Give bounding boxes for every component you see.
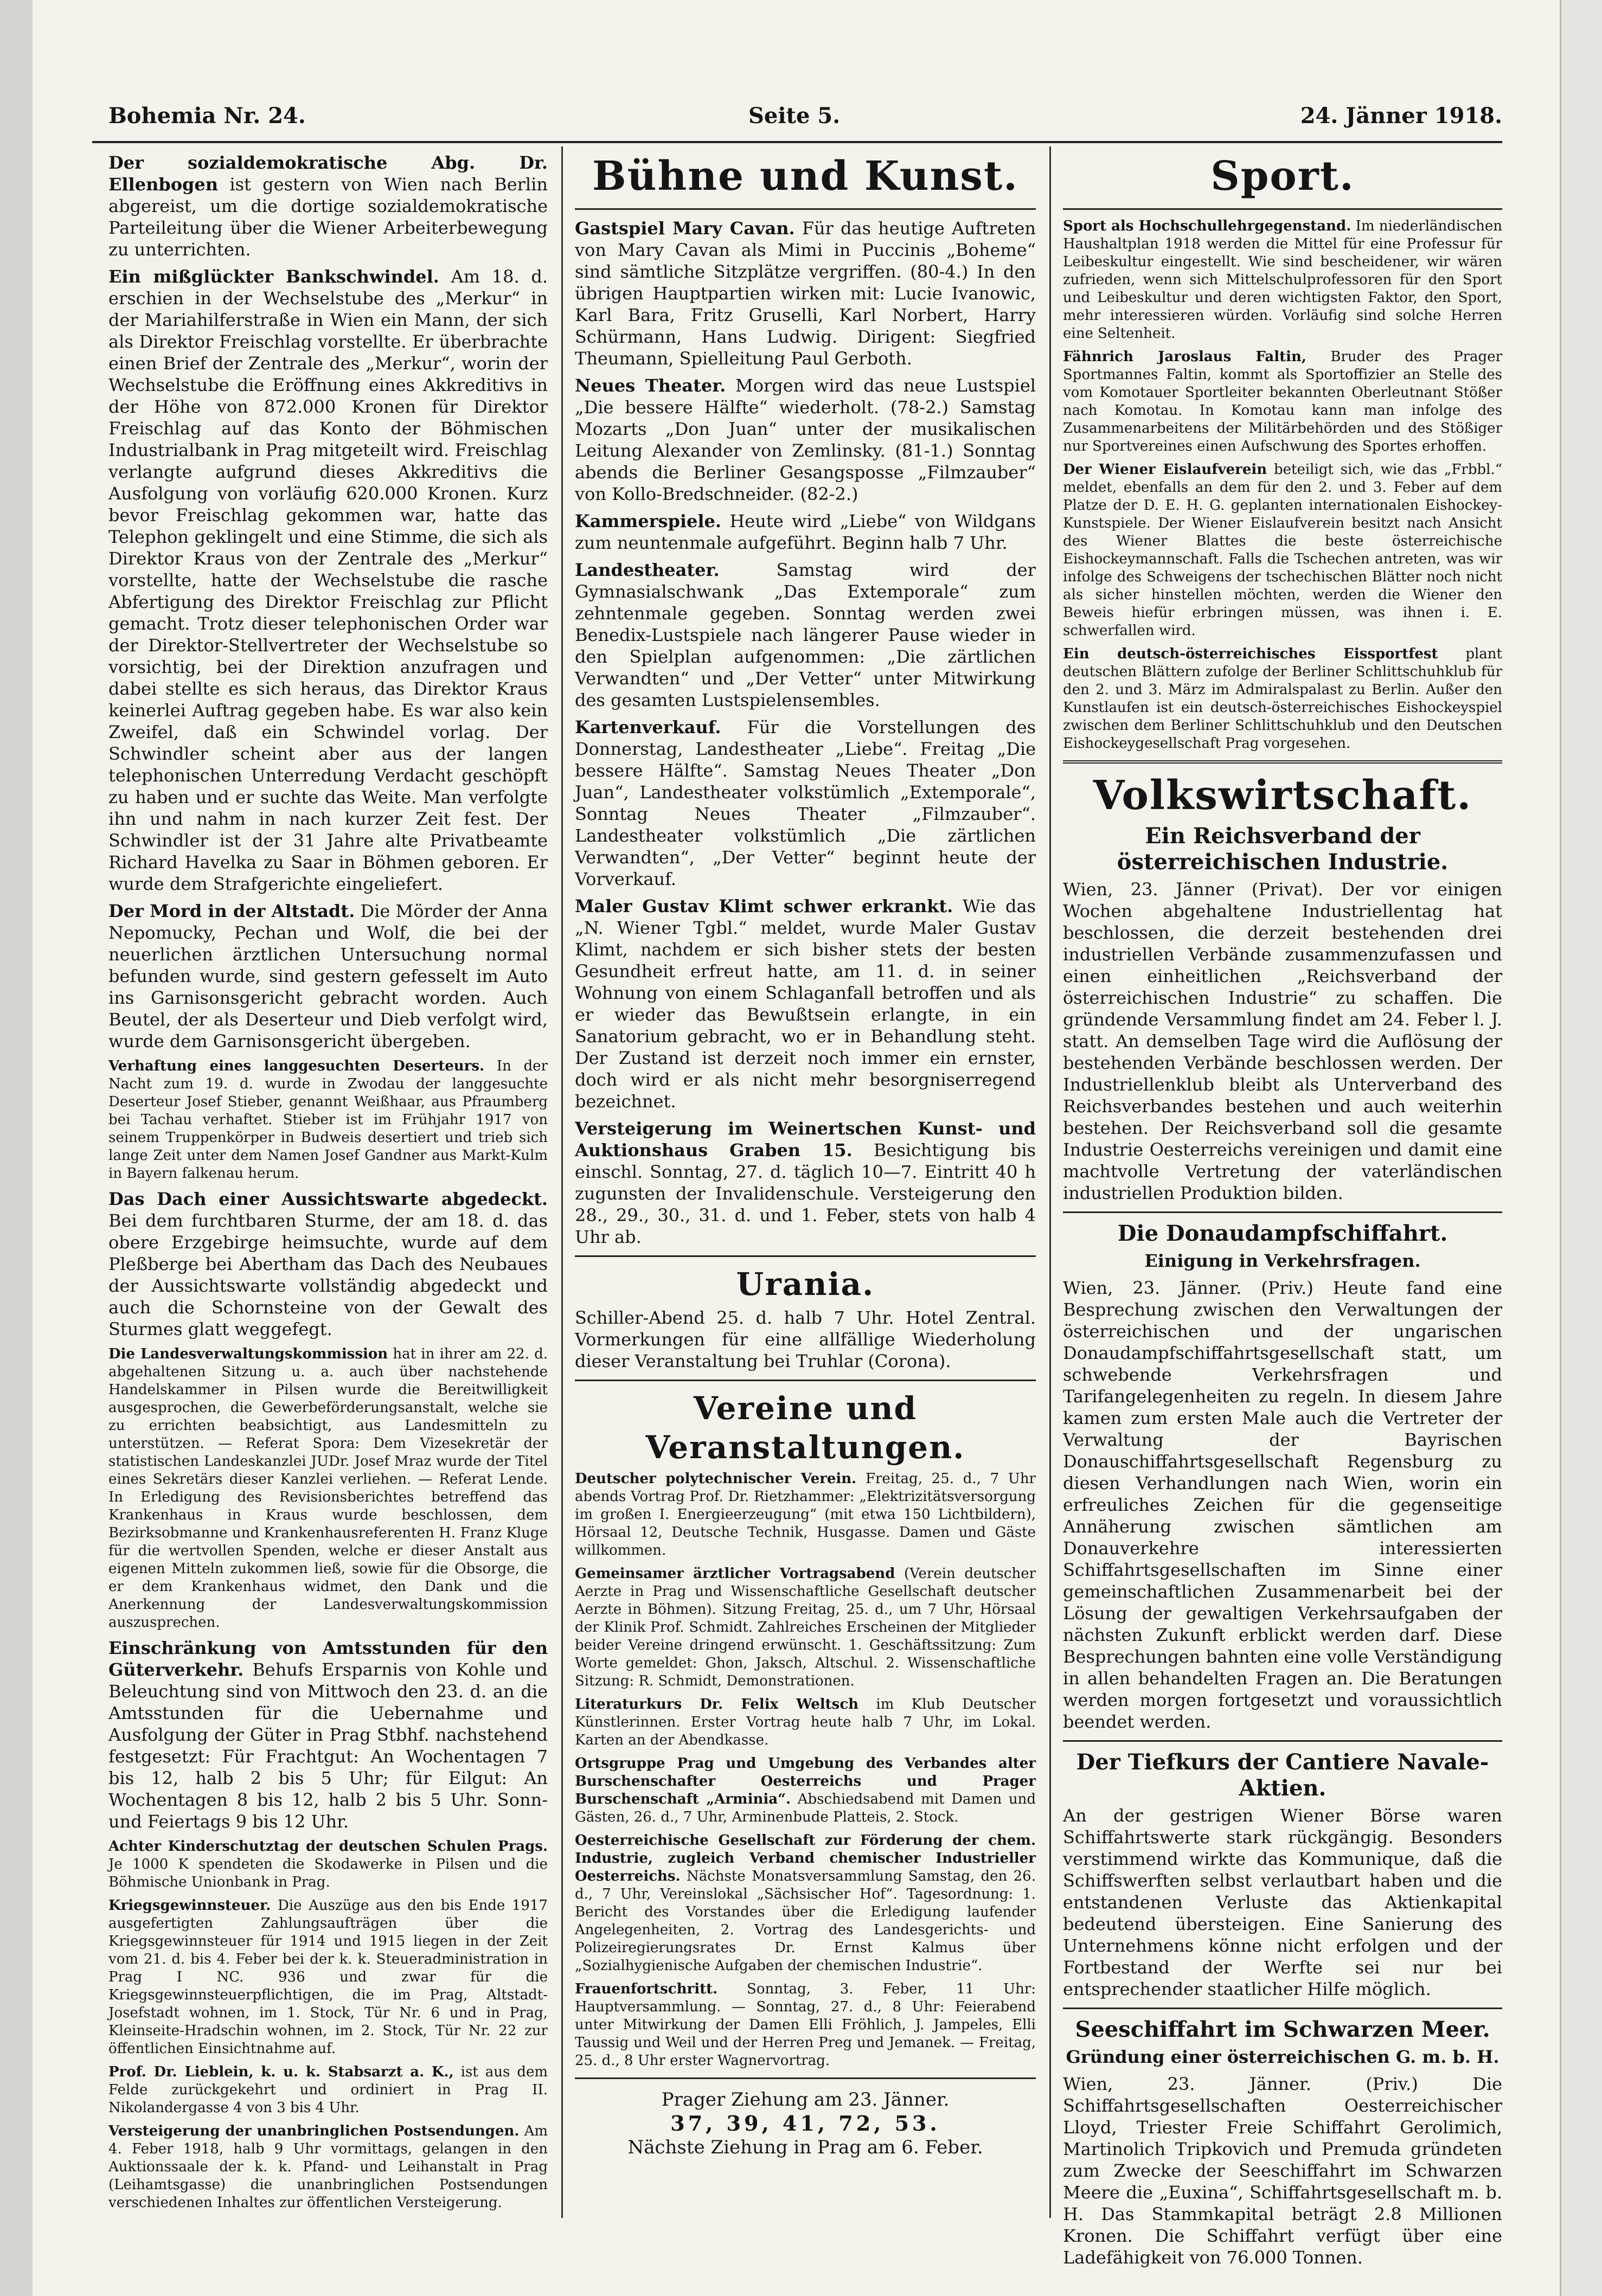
headline-seeschiffahrt: Seeschiffahrt im Schwarzen Meer.: [1075, 2017, 1490, 2042]
lottery-next: Nächste Ziehung in Prag am 6. Feber.: [627, 2137, 983, 2158]
divider: [1063, 1740, 1502, 1742]
article-landesverwaltung: Die Landesverwaltungskommission hat in ihrer am 22. d. abgehaltenen Sitzung u. a. auch über nachstehende Handelskammer in Pilsen wurde die Bereitwilligkeit ausgesprochen, die Gewerbeförderungsanstalt, welche sie zu errichten beabsichtigt, aus Landesmitteln zu unterstützen. — Referat Spora: Dem Vizesekretär der statistischen Landeskanzlei JUDr. Josef Mraz wurde der Titel eines Sekretärs dieser Kanzlei verliehen. — Referat Lende. In Erledigung des Revisionsberichtes betreffend das Krankenhaus in Kraus wurde beschlossen, dem Bezirksobmanne und Krankenhausreferenten H. Franz Kluge für die wertvollen Spenden, welche er dieser Anstalt aus eigenen Mitteln zukommen ließ, sowie für die Obsorge, die er dem Krankenhaus widmet, den Dank und die Anerkennung der Landesverwaltungskommission auszusprechen.: [108, 1346, 548, 1631]
headline-donau: Die Donaudampfschiffahrt.: [1117, 1221, 1448, 1246]
header-date: 24. Jänner 1918.: [1300, 103, 1502, 129]
subheadline-donau: Einigung in Verkehrsfragen.: [1144, 1250, 1421, 1271]
article-polytechnik: Deutscher polytechnischer Verein. Freitag, 25. d., 7 Uhr abends Vortrag Prof. Dr. Rietzhammer: „Elektrizitätsversorgung im großen I. Energieerzeugung“ (mit etwa 150 Lichtbildern), Hörsaal 12, Deutsche Technik, Husgasse. Damen und Gäste willkommen.: [575, 1471, 1036, 1559]
section-title-vereine: Vereine und Veranstaltungen.: [645, 1390, 965, 1466]
article-klimt: Maler Gustav Klimt schwer erkrankt. Wie das „N. Wiener Tgbl.“ meldet, wurde Maler Gustav Klimt, nachdem er sich bisher stets der besten Gesundheit erfreut hatte, am 11. d. in seiner Wohnung von einem Schlaganfall betroffen und als er wieder das Bewußtsein erlangte, in ein Sanatorium gebracht, wo er in Behandlung steht. Der Zustand ist derzeit noch immer ein ernster, doch wird er als nicht mehr besorgniserregend bezeichnet.: [575, 896, 1036, 1112]
article-mord-altstadt: Der Mord in der Altstadt. Die Mörder der Anna Nepomucky, Pechan und Wolf, die bei der neuerlichen ärztlichen Untersuchung normal befunden wurde, sind gestern gefesselt im Auto ins Garnisonsgericht gebracht worden. Auch Beutel, der als Deserteur und Dieb verfolgt wird, wurde dem Garnisonsgericht übergeben.: [108, 901, 548, 1051]
article-deserteur: Verhaftung eines langgesuchten Deserteurs. In der Nacht zum 19. d. wurde in Zwodau der langgesuchte Deserteur Josef Stieber, genannt Weißhaar, aus Pfraumberg bei Tachau verhaftet. Stieber ist im Frühjahr 1917 von seinem Truppenkörper in Budweis desertiert und trieb sich lange Zeit unter dem Namen Josef Gandner aus Markt-Kulm in Bayern falkenau herum.: [108, 1058, 548, 1182]
article-lieblein: Prof. Dr. Lieblein, k. u. k. Stabsarzt a. K., ist aus dem Felde zurückgekehrt und ordiniert in Prag II. Nikolandergasse 4 von 3 bis 4 Uhr.: [108, 2064, 548, 2116]
column-rule: [1049, 146, 1051, 2218]
article-donau: Wien, 23. Jänner. (Priv.) Heute fand eine Besprechung zwischen den Verwaltungen der österreichischen und der ungarischen Donaudampfschiffahrtsgesellschaft statt, um schwebende Verkehrsfragen und Tarifangelegenheiten zu regeln. In diesem Jahre kamen zum ersten Male auch die Vertreter der Verwaltung der Bayrischen Donauschiffahrtsgesellschaft Regensburg zu diesen Verhandlungen nach Wien, worin ein erfreuliches Zeichen für die gegenseitige Annäherung zwischen sämtlichen am Donauverkehre interessierten Schiffahrtsgesellschaften im Sinne einer gemeinschaftlichen Zusammenarbeit bei der Lösung der gewaltigen Verkehrsaufgaben der nächsten Zukunft erblickt werden darf. Diese Besprechungen bahnten eine volle Verständigung in allen behandelten Fragen an. Die Beratungen werden morgen fortgesetzt und voraussichtlich beendet werden.: [1063, 1278, 1502, 1732]
page-edge-right: [1560, 0, 1602, 2296]
divider: [575, 2077, 1036, 2079]
article-aerzte: Gemeinsamer ärztlicher Vortragsabend (Verein deutscher Aerzte in Prag und Wissenschaftliche Gesellschaft deutscher Aerzte in Böhmen). Sitzung Freitag, 25. d., um 7 Uhr, Hörsaal der Klinik Prof. Schmidt. Zahlreiches Erscheinen der Mitglieder beider Vereine dringend erwünscht. 1. Geschäftssitzung: Zum Worte gemeldet: Ghon, Jaksch, Altschul. 2. Wissenschaftliche Sitzung: R. Schmidt, Demonstrationen.: [575, 1566, 1036, 1689]
article-postsendungen: Versteigerung der unanbringlichen Postsendungen. Am 4. Feber 1918, halb 9 Uhr vormittags, gelangen in den Auktionssaale der k. k. Pfand- und Leihanstalt in Prag (Leihamtsgasse) die unanbringlichen Postsendungen verschiedenen Inhaltes zur öffentlichen Versteigerung.: [108, 2123, 548, 2211]
header-page-number: Seite 5.: [748, 103, 841, 129]
article-chem-industrie: Oesterreichische Gesellschaft zur Förderung der chem. Industrie, zugleich Verband chemischer Industrieller Oesterreichs. Nächste Monatsversammlung Samstag, den 26. d., 7 Uhr, Vereinslokal „Sächsischer Hof“. Tagesordnung: 1. Bericht des Vorstandes über die Erledigung laufender Angelegenheiten, 2. Vortrag des Landesgerichts- und Polizeiregierungsrates Dr. Ernst Kalmus über „Sozialhygienische Aufgaben der chemischen Industrie“.: [575, 1832, 1036, 1974]
article-hochschule: Sport als Hochschullehrgegenstand. Im niederländischen Haushaltplan 1918 werden die Mittel für eine Professur für Leibeskultur eingestellt. Wie sind bescheidener, wir wären zufrieden, wenn sich Mittelschulprofessoren für den Sport und Leibeskultur und deren wichtigsten Faktor, den Sport, mehr interessieren würden. Vorläufig sind solche Herren eine Seltenheit.: [1063, 218, 1502, 342]
divider: [575, 208, 1036, 210]
column-buehne: [575, 152, 1036, 2223]
article-kartenverkauf: Kartenverkauf. Für die Vorstellungen des Donnerstag, Landestheater „Liebe“. Freitag „Die bessere Hälfte“. Samstag Neues Theater „Don Juan“, Landestheater volkstümlich „Extemporale“, Sonntag Neues Theater „Filmzauber“. Landestheater volkstümlich „Die zärtlichen Verwandten“, „Der Vetter“ beginnt heute der Vorverkauf.: [575, 717, 1036, 889]
divider: [575, 1255, 1036, 1257]
article-urania: Schiller-Abend 25. d. halb 7 Uhr. Hotel Zentral. Vormerkungen für eine allfällige Wiederholung dieser Veranstaltung bei Truhlar (Corona).: [575, 1307, 1036, 1371]
page-edge-left: [0, 0, 33, 2296]
divider: [1063, 760, 1502, 764]
article-frauenfortschritt: Frauenfortschritt. Sonntag, 3. Feber, 11 Uhr: Hauptversammlung. — Sonntag, 27. d., 8 Uhr: Feierabend unter Mitwirkung der Damen Elli Fröhlich, J. Jampeles, Elli Taussig und Weil und der Herren Preg und Jemanek. — Freitag, 25. d., 8 Uhr erster Wagnervortrag.: [575, 1981, 1036, 2069]
article-cavan: Gastspiel Mary Cavan. Für das heutige Auftreten von Mary Cavan als Mimi in Puccinis „Boheme“ sind sämtliche Sitzplätze vergriffen. (80-4.) In den übrigen Hauptpartien wirken mit: Lucie Ivanowic, Karl Bara, Fritz Gruselli, Karl Norbert, Harry Schürmann, Hans Ludwig. Dirigent: Siegfried Theumann, Spielleitung Paul Gerboth.: [575, 218, 1036, 369]
article-literaturkurs: Literaturkurs Dr. Felix Weltsch im Klub Deutscher Künstlerinnen. Erster Vortrag heute halb 7 Uhr, im Lokal. Karten an der Abendkasse.: [575, 1696, 1036, 1748]
article-eissportfest: Ein deutsch-österreichisches Eissportfest plant deutschen Blättern zufolge der Berliner Schlittschuhklub für den 2. und 3. März im Admiralspalast zu Berlin. Außer den Kunstlaufen ist ein deutsch-österreichisches Eishockeyspiel zwischen dem Berliner Schlittschuhklub und den Deutschen Eishockeygesellschaft Prag vorgesehen.: [1063, 646, 1502, 752]
newspaper-page: [92, 81, 1503, 2268]
article-landestheater: Landestheater. Samstag wird der Gymnasialschwank „Das Extemporale“ zum zehntenmale gegeben. Sonntag werden zwei Benedix-Lustspiele nach längerer Pause wieder in den Spielplan aufgenommen: „Die zärtlichen Verwandten“ und „Der Vetter“ unter Mitwirkung des gesamten Lustspielensembles.: [575, 560, 1036, 710]
article-neues-theater: Neues Theater. Morgen wird das neue Lustspiel „Die bessere Hälfte“ wiederholt. (78-2.) Samstag Mozarts „Don Juan“ unter der musikalischen Leitung Alexander von Zemlinsky. (81-1.) Sonntag abends die Berliner Gesangsposse „Filmzauber“ von Kollo-Bredschneider. (82-2.): [575, 375, 1036, 504]
article-bankschwindel: Ein mißglückter Bankschwindel. Am 18. d. erschien in der Wechselstube des „Merkur“ in der Mariahilferstraße in Wien ein Mann, der sich als Direktor Freischlag vorstellte. Er überbrachte einen Brief der Zentrale des „Merkur“, worin der Wechselstube die Eröffnung eines Akkreditivs in der Höhe von 872.000 Kronen für Direktor Freischlag auf das Konto der Böhmischen Industrialbank in Prag mitgeteilt wird. Freischlag verlangte aufgrund dieses Akkreditivs die Ausfolgung von vorläufig 620.000 Kronen. Kurz bevor Freischlag gekommen war, hatte das Telephon geklingelt und eine Stimme, die sich als Direktor Kraus von der Zentrale des „Merkur“ vorstellte, hatte der Wechselstube die rasche Abfertigung des Direktor Freischlag zur Pflicht gemacht. Trotz dieser telephonischen Order war der Direktor-Stellvertreter der Wechselstube so vorsichtig, bei der Direktion anzufragen und dabei stellte es sich heraus, das Direktor Kraus keinerlei Auftrag gegeben habe. Es war also kein Zweifel, daß ein Schwindel vorlag. Der Schwindler scheint aber aus der langen telephonischen Unterredung Verdacht geschöpft zu haben und er suchte das Weite. Man verfolgte ihn und nahm in nach kurzer Zeit fest. Der Schwindler ist der 31 Jahre alte Privatbeamte Richard Havelka zu Saar in Böhmen geboren. Er wurde dem Strafgerichte eingeliefert.: [108, 266, 548, 894]
article-seeschiffahrt: Wien, 23. Jänner. (Priv.) Die Schiffahrtsgesellschaften Oesterreichischer Lloyd, Triester Freie Schiffahrt Gerolimich, Martinolich Tripkovich und Premuda gründeten zum Zwecke der Seeschiffahrt im Schwarzen Meere die „Euxina“, Schiffahrtsgesellschaft m. b. H. Das Stammkapital beträgt 2.8 Millionen Kronen. Die Schiffahrt verfügt über eine Ladefähigkeit von 76.000 Tonnen.: [1063, 2074, 1502, 2268]
article-eislaufverein: Der Wiener Eislaufverein beteiligt sich, wie das „Frbbl.“ meldet, ebenfalls an dem für den 2. und 3. Feber auf dem Platze der D. E. H. G. geplanten internationalen Eishockey-Kunstspiele. Der Wiener Eislaufverein besitzt nach Ansicht des Wiener Blattes die beste österreichische Eishockeymannschaft. Falls die Tschechen antreten, was wir infolge des Schweigens der tschechischen Blätter noch nicht als sicher hinstellen möchten, werden die Wiener den Beweis hiefür erbringen müssen, was ihnen i. E. schwerfallen wird.: [1063, 461, 1503, 639]
article-kinderschutztag: Achter Kinderschutztag der deutschen Schulen Prags. Je 1000 K spendeten die Skodawerke in Pilsen und die Böhmische Unionbank in Prag.: [108, 1838, 548, 1890]
article-aussichtswarte: Das Dach einer Aussichtswarte abgedeckt. Bei dem furchtbaren Sturme, der am 18. d. das obere Erzgebirge heimsuchte, wurde auf dem Pleßberge bei Abertham das Dach des Neubaues der Aussichtswarte vollständig abgedeckt und auch die Schornsteine von der Gewalt des Sturmes glatt weggefegt.: [108, 1189, 548, 1339]
article-arminia: Ortsgruppe Prag und Umgebung des Verbandes alter Burschenschafter Oesterreichs und Prager Burschenschaft „Arminia“. Abschiedsabend mit Damen und Gästen, 26. d., 7 Uhr, Arminenbude Platteis, 2. Stock.: [575, 1755, 1036, 1825]
article-kammerspiele: Kammerspiele. Heute wird „Liebe“ von Wildgans zum neuntenmale aufgeführt. Beginn halb 7 Uhr.: [575, 511, 1036, 553]
lottery-heading: Prager Ziehung am 23. Jänner.: [661, 2089, 950, 2111]
headline-reichsverband: Ein Reichsverband der österreichischen Industrie.: [1117, 823, 1449, 875]
header-rule: [92, 141, 1502, 143]
divider: [1063, 208, 1502, 210]
article-gueterverkehr: Einschränkung von Amtsstunden für den Güterverkehr. Behufs Ersparnis von Kohle und Beleuchtung sind von Mittwoch den 23. d. an die Amtsstunden für die Uebernahme und Ausfolgung der Güter in Prag Stbhf. nachstehend festgesetzt: Für Frachtgut: An Wochentagen 7 bis 12, halb 2 bis 5 Uhr; für Eilgut: An Wochentagen 8 bis 12, halb 2 bis 5 Uhr. Sonn- und Feiertags 9 bis 12 Uhr.: [108, 1638, 548, 1832]
article-ellenbogen: Der sozialdemokratische Abg. Dr. Ellenbogen ist gestern von Wien nach Berlin abgereist, um die dortige sozialdemokratische Parteileitung über die Wiener Arbeiterbewegung zu unterrichten.: [108, 152, 548, 260]
article-reichsverband: Wien, 23. Jänner (Privat). Der vor einigen Wochen abgehaltene Industriellentag hat beschlossen, die derzeit bestehenden drei industriellen Verbände zusammenzufassen und einen einheitlichen „Reichsverband der österreichischen Industrie“ zu schaffen. Die gründende Versammlung findet am 24. Feber l. J. statt. An demselben Tage wird die Auflösung der bestehenden Verbände beschlossen werden. Der Industriellenklub bleibt als Unterverband des Reichsverbandes bestehen und auch weiterhin bestehen. Der Reichsverband soll die gesamte Industrie Oesterreichs vereinigen und damit eine machtvolle Vertretung der vaterländischen industriellen Produktion bilden.: [1063, 879, 1502, 1203]
section-title-urania: Urania.: [736, 1266, 875, 1303]
lottery-box: [575, 2088, 1036, 2159]
divider: [1063, 2008, 1502, 2009]
subheadline-seeschiffahrt: Gründung einer österreichischen G. m. b. H.: [1066, 2047, 1500, 2067]
section-title-buehne: Bühne und Kunst.: [592, 153, 1018, 200]
page-header: [92, 103, 1502, 141]
section-title-volkswirtschaft: Volkswirtschaft.: [1093, 772, 1472, 819]
divider: [575, 1380, 1036, 1381]
divider: [1063, 1211, 1502, 1213]
article-tiefkurs: An der gestrigen Wiener Börse waren Schiffahrtswerte stark rückgängig. Besonders verstimmend wirkte das Kommunique, daß die Schiffswerften selbst verlautbart haben und die entstandenen Verluste das Aktienkapital bedeutend übersteigen. Eine Sanierung des Unternehmens könne nicht erfolgen und der Fortbestand der Werfte sei nur bei entsprechender staatlicher Hilfe möglich.: [1063, 1805, 1502, 1999]
lottery-numbers: 37, 39, 41, 72, 53.: [670, 2111, 940, 2135]
article-kriegsgewinnsteuer: Kriegsgewinnsteuer. Die Auszüge aus den bis Ende 1917 ausgefertigten Zahlungsaufträgen über die Kriegsgewinnsteuer für 1914 und 1915 liegen in der Zeit vom 21. d. bis 4. Feber bei der k. k. Steueradministration in Prag I NC. 936 und zwar für die Kriegsgewinnsteuerpflichtigen, die im Prag, Altstadt-Josefstadt wohnen, im 1. Stock, Tür Nr. 6 und in Prag, Kleinseite-Hradschin wohnen, im 2. Stock, Tür Nr. 22 zur öffentlichen Einsichtnahme auf.: [108, 1897, 548, 2057]
headline-tiefkurs: Der Tiefkurs der Cantiere Navale-Aktien.: [1076, 1749, 1489, 1801]
article-versteigerung: Versteigerung im Weinertschen Kunst- und Auktionshaus Graben 15. Besichtigung bis einschl. Sonntag, 27. d. täglich 10—7. Eintritt 40 h zugunsten der Invalidenschule. Versteigerung den 28., 29., 30., 31. d. und 1. Feber, stets von halb 4 Uhr ab.: [575, 1118, 1036, 1247]
section-title-sport: Sport.: [1210, 153, 1355, 200]
article-faltin: Fähnrich Jaroslaus Faltin, Bruder des Prager Sportmannes Faltin, kommt als Sportoffizier an Stelle des vom Komotauer Sportleiter bekannten Oberleutnant Stößer nach Komotau. In Komotau kann man infolge des Zusammenarbeitens der Militärbehörden und des Stößiger nur Sportvereines einen Aufschwung des Sportes erhoffen.: [1063, 349, 1503, 454]
column-rule: [561, 146, 563, 2218]
header-publication: Bohemia Nr. 24.: [108, 103, 306, 129]
column-local-news: [108, 152, 548, 2223]
column-sport-wirtschaft: [1063, 152, 1503, 2268]
